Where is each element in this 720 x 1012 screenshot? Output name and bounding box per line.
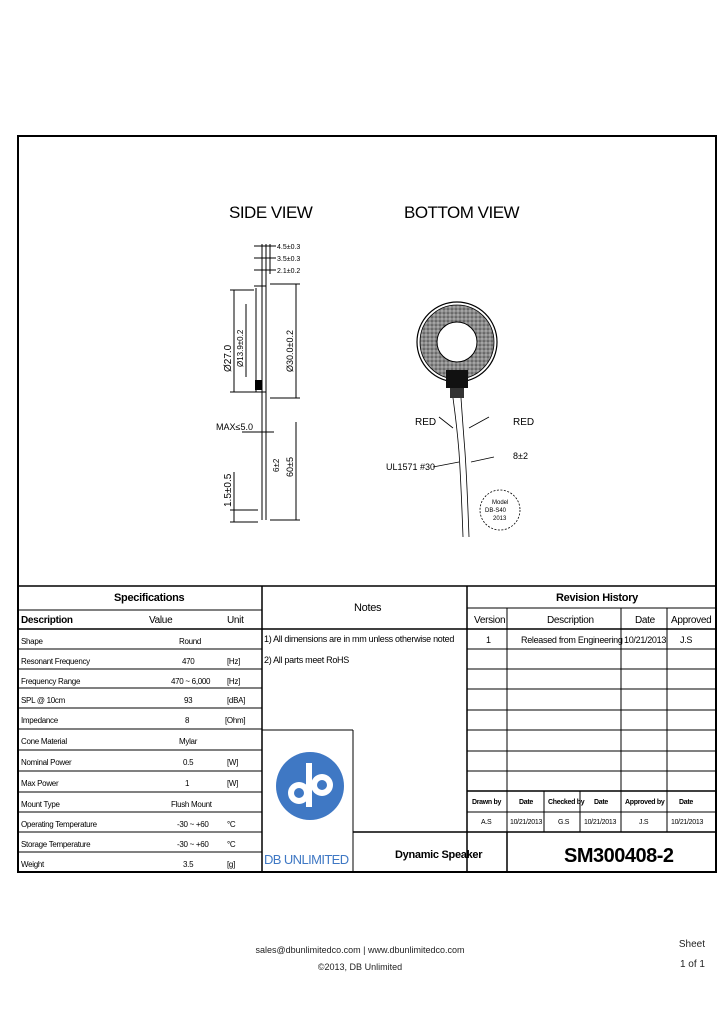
dim-1-5: 1.5±0.5 — [223, 473, 234, 507]
rev-header-description: Description — [547, 615, 594, 626]
dim-2-1: 2.1±0.2 — [277, 268, 301, 275]
dim-dia-27: Ø27.0 — [223, 344, 234, 372]
sheet-label: Sheet — [678, 939, 705, 950]
spec-row-value: 3.5 — [183, 860, 194, 869]
spec-row-desc: Cone Material — [21, 737, 67, 746]
spec-row-unit: [W] — [227, 758, 239, 767]
spec-row-desc: Shape — [21, 637, 43, 646]
rev-approved: J.S — [680, 635, 693, 645]
signoff-checked-label: Checked by — [548, 799, 585, 806]
signoff-approved-value: J.S — [639, 819, 649, 826]
rev-header-version: Version — [474, 615, 506, 626]
spec-row-desc: Operating Temperature — [21, 820, 97, 829]
dim-6: 6±2 — [272, 458, 281, 472]
spec-row-desc: Max Power — [21, 779, 59, 788]
spec-row-desc: Storage Temperature — [21, 840, 91, 849]
specs-header-value: Value — [149, 615, 173, 626]
table-grid — [17, 135, 717, 873]
spec-row-value: 470 ~ 6,000 — [171, 677, 211, 686]
revision-title: Revision History — [556, 592, 639, 604]
spec-row-value: 93 — [184, 696, 193, 705]
signoff-date-label: Date — [679, 799, 693, 806]
spec-row-value: 1 — [185, 779, 190, 788]
label-twist: 8±2 — [513, 451, 528, 461]
stamp-line-2: DB-S40 — [485, 508, 507, 514]
rev-version: 1 — [486, 635, 491, 645]
bottom-view-title: BOTTOM VIEW — [404, 203, 520, 222]
spec-row-desc: Frequency Range — [21, 677, 81, 686]
spec-row-unit: [Hz] — [227, 677, 241, 686]
spec-row-desc: Mount Type — [21, 800, 60, 809]
rev-header-date: Date — [635, 615, 655, 626]
signoff-approved-label: Approved by — [625, 799, 665, 806]
footer-contact: sales@dbunlimitedco.com | www.dbunlimitedco.com — [255, 945, 465, 955]
stamp-line-1: Model — [492, 500, 509, 506]
specs-header-description: Description — [21, 615, 73, 626]
spec-row-unit: [W] — [227, 779, 239, 788]
dim-dia-13-9: Ø13.9±0.2 — [236, 329, 245, 367]
signoff-date-label: Date — [594, 799, 608, 806]
spec-row-desc: Weight — [21, 860, 44, 869]
specs-header-unit: Unit — [227, 615, 244, 626]
spec-row-value: Round — [179, 637, 202, 646]
sheet-number: 1 of 1 — [679, 959, 705, 970]
db-logo-icon — [265, 733, 355, 851]
signoff-date-value: 10/21/2013 — [671, 819, 704, 826]
spec-row-desc: SPL @ 10cm — [21, 696, 65, 705]
note-1: 1) All dimensions are in mm unless otherwise noted — [264, 634, 455, 644]
signoff-date-label: Date — [519, 799, 533, 806]
specs-title: Specifications — [114, 592, 185, 604]
spec-row-unit: [Hz] — [227, 657, 241, 666]
spec-row-desc: Resonant Frequency — [21, 657, 90, 666]
spec-row-unit: [dBA] — [227, 696, 246, 705]
side-view-title: SIDE VIEW — [229, 203, 313, 222]
dim-3-5: 3.5±0.3 — [277, 256, 301, 263]
signoff-date-value: 10/21/2013 — [584, 819, 617, 826]
rev-description: Released from Engineering — [521, 635, 623, 645]
spec-row-value: 470 — [182, 657, 195, 666]
spec-row-desc: Impedance — [21, 716, 58, 725]
signoff-checked-value: G.S — [558, 819, 570, 826]
dim-dia-30: Ø30.0±0.2 — [285, 330, 295, 372]
spec-row-value: -30 ~ +60 — [177, 820, 209, 829]
spec-row-value: -30 ~ +60 — [177, 840, 209, 849]
footer-copyright: ©2013, DB Unlimited — [317, 962, 403, 972]
label-red-left: RED — [415, 417, 437, 428]
label-wire: UL1571 #30 — [386, 462, 436, 472]
dim-max-5: MAX≤5.0 — [216, 422, 253, 432]
stamp-line-3: 2013 — [493, 516, 507, 522]
notes-title: Notes — [354, 602, 382, 614]
drawing-sheet — [17, 135, 717, 873]
spec-row-unit: °C — [227, 840, 236, 849]
signoff-drawn-label: Drawn by — [472, 799, 502, 806]
note-2: 2) All parts meet RoHS — [264, 655, 349, 665]
spec-row-value: 0.5 — [183, 758, 194, 767]
spec-row-desc: Nominal Power — [21, 758, 72, 767]
product-name: Dynamic Speaker — [395, 849, 483, 861]
spec-row-value: Mylar — [179, 737, 198, 746]
signoff-date-value: 10/21/2013 — [510, 819, 543, 826]
spec-row-value: Flush Mount — [171, 800, 212, 809]
part-number: SM300408-2 — [564, 845, 674, 867]
company-logo — [265, 733, 355, 873]
spec-row-unit: [g] — [227, 860, 235, 869]
spec-row-unit: °C — [227, 820, 236, 829]
label-red-right: RED — [513, 417, 535, 428]
dim-60: 60±5 — [285, 457, 295, 477]
dim-4-5: 4.5±0.3 — [277, 244, 301, 251]
spec-row-unit: [Ohm] — [225, 716, 246, 725]
rev-header-approved: Approved — [671, 615, 712, 626]
spec-row-value: 8 — [185, 716, 190, 725]
signoff-drawn-value: A.S — [481, 819, 492, 826]
rev-date: 10/21/2013 — [624, 635, 667, 645]
company-name: DB UNLIMITED — [264, 852, 349, 867]
